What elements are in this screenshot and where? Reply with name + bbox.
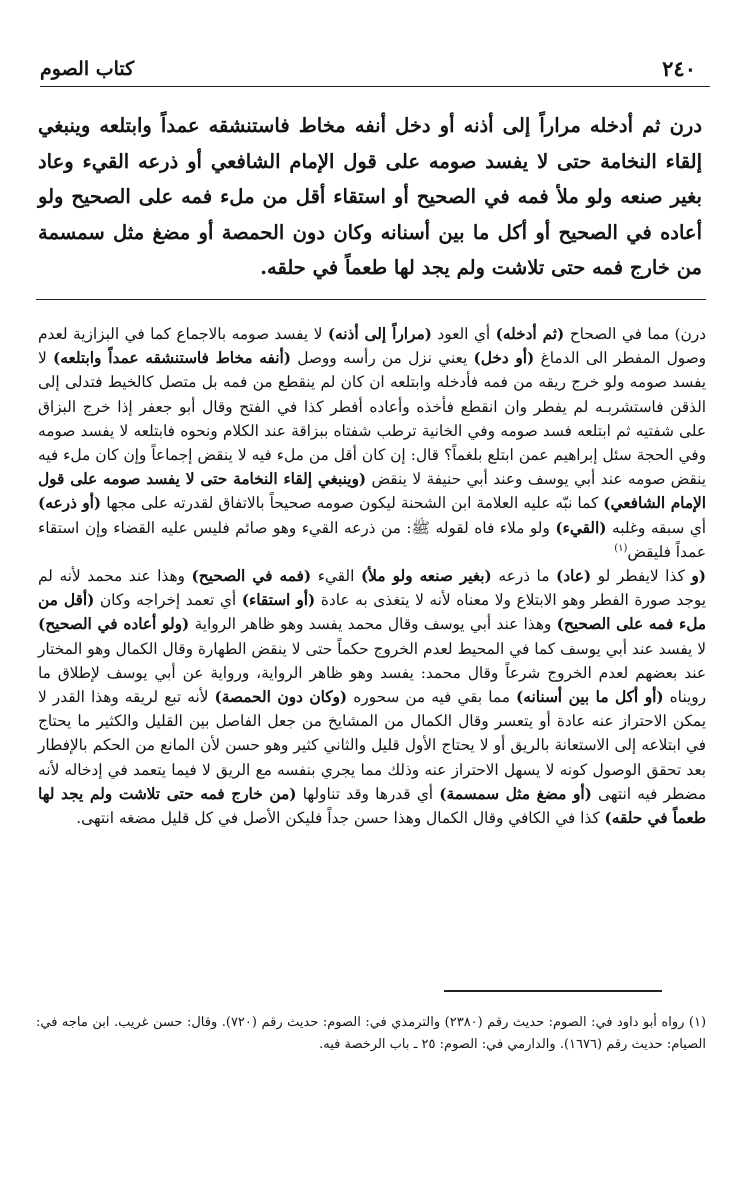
commentary-quote: (أقل من ملء فمه على الصحيح) [38,591,706,634]
footnote-separator [444,990,662,992]
main-text: درن ثم أدخله مراراً إلى أذنه أو دخل أنفه مخاط فاستنشقه عمداً وابتلعه وينبغي إلقاء النخامة حتى لا يفسد صومه على قول الإمام الشافعي أو ذرعه القيء وعاد بغير صنعه ولو ملأ فمه في الصحيح أو استقاء أقل من ملء فمه على الصحيح ولو أعاده في الصحيح أو أكل ما بين أسنانه وكان دون الحمصة أو مضغ مثل سمسمة من خارج فمه حتى تلاشت ولم يجد لها طعماً في حلقه. [38,114,702,279]
commentary-text: وهذا عند محمد لأنه لم يوجد صورة الفطر وهو الابتلاع ولا معناه لأنه لا يتغذى به عادة [38,567,706,610]
commentary-paragraph [38,564,706,830]
commentary-quote: (من خارج فمه حتى تلاشت ولم يجد لها طعماً في حلقه) [38,784,706,828]
commentary-quote: (وكان دون الحمصة) [214,688,348,707]
commentary-quote: (أنفه مخاط فاستنشقه عمداً وابتلعه) [53,349,291,368]
commentary-text: لا يفسد صومه ولو خرج ريقه من فمه فأدخله وابتلعه ان كان لم ينقطع من فمه بل متصل كالخيط فتدلى إلى الذقن فاستشربـه لم يفطر وان انقطع فأخذه وأعاده أفطر كذا في الفتح وقال أبو جعفر إذا خرج البزاق على شفتيه ثم ابتلعه فسد صومه وفي الخانية ترطب شفتاه ببزاقة عند الكلام ونحوه فابتلعه لا يفسد صومه وفي الحجة سئل إبراهيم عمن ابتلع بلغماً؟ قال: إن كان أقل من ملء فيه لا ينقض إجماعاً وإن كان ملء فيه ينقض صومه عند أبي يوسف وعند أبي حنيفة لا ينقض [38,349,706,489]
commentary-quote: (أو ذرعه) [38,494,102,513]
commentary-text: مما بقي فيه من سحوره [347,688,517,707]
commentary-quote: (مراراً إلى أذنه) [327,325,432,343]
commentary-text: القيء [311,567,361,586]
commentary-paragraph [38,322,706,564]
commentary-quote: (ولو أعاده في الصحيح) [38,615,190,634]
commentary-text: كذا لايفطر لو [591,567,692,586]
commentary-quote: (و [691,567,706,586]
footnote-reference: (١) [614,542,628,554]
commentary-quote: (وينبغي إلقاء النخامة حتى لا يفسد صومه على قول الإمام الشافعي) [38,470,706,513]
commentary [38,322,706,830]
page-number: ٢٤٠ [662,56,696,81]
commentary-text: كذا في الكافي وقال الكمال وهذا حسن جداً فليكن الأصل في كل قليل مضغه انتهى. [76,809,605,828]
commentary-text: أي العود [431,325,496,343]
commentary-text: ولو ملاء فاه لقوله ﷺ: من ذرعه القيء وهو صائم فليس عليه القضاء وإن استقاء عمداً فليقض [38,518,706,561]
commentary-text: وهذا عند أبي يوسف وقال محمد يفسد وهو ظاهر الرواية [189,615,557,634]
commentary-text: أي تعمد إخراجه وكان [94,591,242,610]
text-separator [36,299,706,300]
commentary-quote: (أو مضغ مثل سمسمة) [439,784,592,803]
commentary-quote: (بغير صنعه ولو ملأ) [360,567,492,586]
commentary-quote: (عاد) [556,567,592,586]
commentary-quote: (أو دخل) [473,349,535,368]
commentary-quote: (أو أكل ما بين أسنانه) [516,688,664,707]
commentary-quote: (فمه في الصحيح) [191,567,312,586]
commentary-text: أي قدرها وقد تناولها [296,784,440,803]
commentary-quote: (القيء) [555,518,607,537]
footnotes [36,1012,706,1056]
commentary-text: ما ذرعه [491,567,556,586]
commentary-text: لأنه تبع لريقه وهذا القدر لا يمكن الاحتراز عنه عادة أو يتعسر وقال الكمال من المشايخ من جعل الفاصل بين القليل والكثير ما يحتاج في ابتلاعه إلى الاستعانة بالريق أو لا يحتاج الأول قليل والثاني كثير وهو حسن لأن المانع من الحكم بالإفطار بعد تحقق الوصول كونه لا يسهل الاحتراز عنه وذلك مما يجري بنفسه مع الريق لا فيما يتعمد في إدخاله لأنه مضطر فيه انتهى [38,688,707,803]
commentary-text: كما نبّه عليه العلامة ابن الشحنة ليكون صومه صحيحاً بالاتفاق لقدرته على مجها [101,494,604,513]
commentary-text: أي سبقه وغلبه [606,518,706,537]
commentary-quote: (ثم أدخله) [495,325,565,343]
footnote-1: (١) رواه أبو داود في: الصوم: حديث رقم (٢٣٨٠) والترمذي في: الصوم: حديث رقم (٧٢٠). وقال: حسن غريب. ابن ماجه في: الصيام: حديث رقم (١٦٧٦). والدارمي في: الصوم: ٢٥ ـ باب الرخصة فيه. [36,1015,707,1052]
commentary-text: لا يفسد عند أبي يوسف كما في المحيط لعدم الخروج حكماً حتى لا ينقض الطهارة وقال الكمال وهو المختار عند بعضهم لعدم الخروج شرعاً وقال محمد: يفسد وهو ظاهر الرواية، ورواية عن أبي يوسف لإطلاق ما رويناه [38,639,706,707]
commentary-text: لا يفسد صومه بالاجماع كما في البزازية لعدم وصول المفطر الى الدماغ [38,325,706,368]
page-header [40,58,710,87]
running-title: كتاب الصوم [40,58,135,80]
commentary-text: يعني نزل من رأسه ووصل [290,349,474,368]
commentary-quote: (أو استقاء) [241,591,316,610]
commentary-text: درن) مما في الصحاح [564,325,706,343]
